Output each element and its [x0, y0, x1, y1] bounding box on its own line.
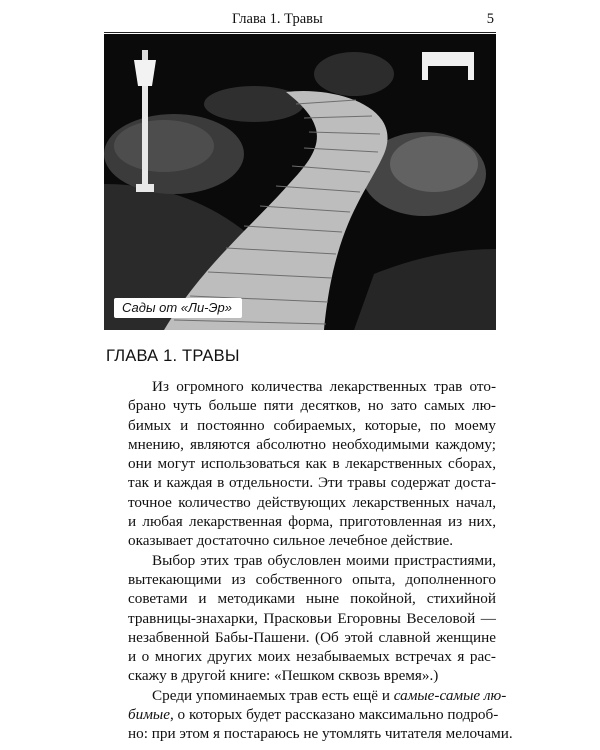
text-line: мнению, являются абсолютно необходимыми каждому;: [128, 435, 496, 453]
italic-phrase: самые-самые лю-: [393, 686, 507, 704]
text-line: Из огромного количества лекарственных трав ото-: [152, 378, 496, 395]
text-line: так и каждая в отдельности. Эти травы содержат доста-: [128, 474, 496, 492]
text-line: травницы-знахарки, Прасковьи Егоровны Веселовой —: [128, 609, 496, 627]
text-line: оказывает достаточно сильное лечебное действие.: [128, 532, 454, 550]
text-line: скажу в другой книге: «Пешком сквозь время».): [128, 667, 439, 685]
text-line: но: при этом я постараюсь не утомлять читателя мелочами.: [128, 725, 513, 743]
text-line: брано чуть больше пяти десятков, но зато самых лю-: [128, 397, 496, 415]
text-line: и о многих других моих незабываемых встречах я рас-: [128, 648, 496, 666]
text-line: советами и методиками ныне покойной, стихийной: [128, 590, 496, 608]
page-number: 5: [486, 11, 494, 27]
paragraph-2: [104, 551, 496, 686]
paragraph-3: [104, 686, 513, 744]
text-line: [104, 686, 507, 705]
running-head-title: Глава 1. Травы: [232, 11, 323, 27]
text-run: , о которых будет рассказано максимально подроб-: [169, 706, 499, 724]
garden-path-illustration: [104, 34, 496, 330]
paragraph-1: [104, 377, 496, 551]
text-line: Выбор этих трав обусловлен моими пристрастиями,: [152, 551, 496, 569]
text-line: и любая лекарственная форма, приготовленная из них,: [128, 513, 496, 531]
text-line: незабвенной Бабы-Пашени. (Об этой славной женщине: [128, 628, 496, 646]
text-line: точное количество действующих лекарственных начал,: [128, 493, 496, 511]
body-text: [104, 377, 513, 744]
text-line: они могут использоваться как в лекарственных сборах,: [128, 455, 496, 473]
italic-phrase: бимые: [128, 706, 170, 724]
text-run: Среди упоминаемых трав есть ещё и: [152, 686, 394, 704]
garden-photo: [104, 34, 496, 330]
chapter-heading: ГЛАВА 1. ТРАВЫ: [106, 347, 240, 365]
photo-caption: Сады от «Ли-Эр»: [114, 298, 242, 318]
text-line: бимых и постоянно собираемых, которые, по моему: [128, 416, 496, 434]
running-head: [104, 8, 496, 33]
text-line: [104, 705, 499, 724]
text-line: вытекающими из собственного опыта, дополненного: [128, 570, 496, 588]
